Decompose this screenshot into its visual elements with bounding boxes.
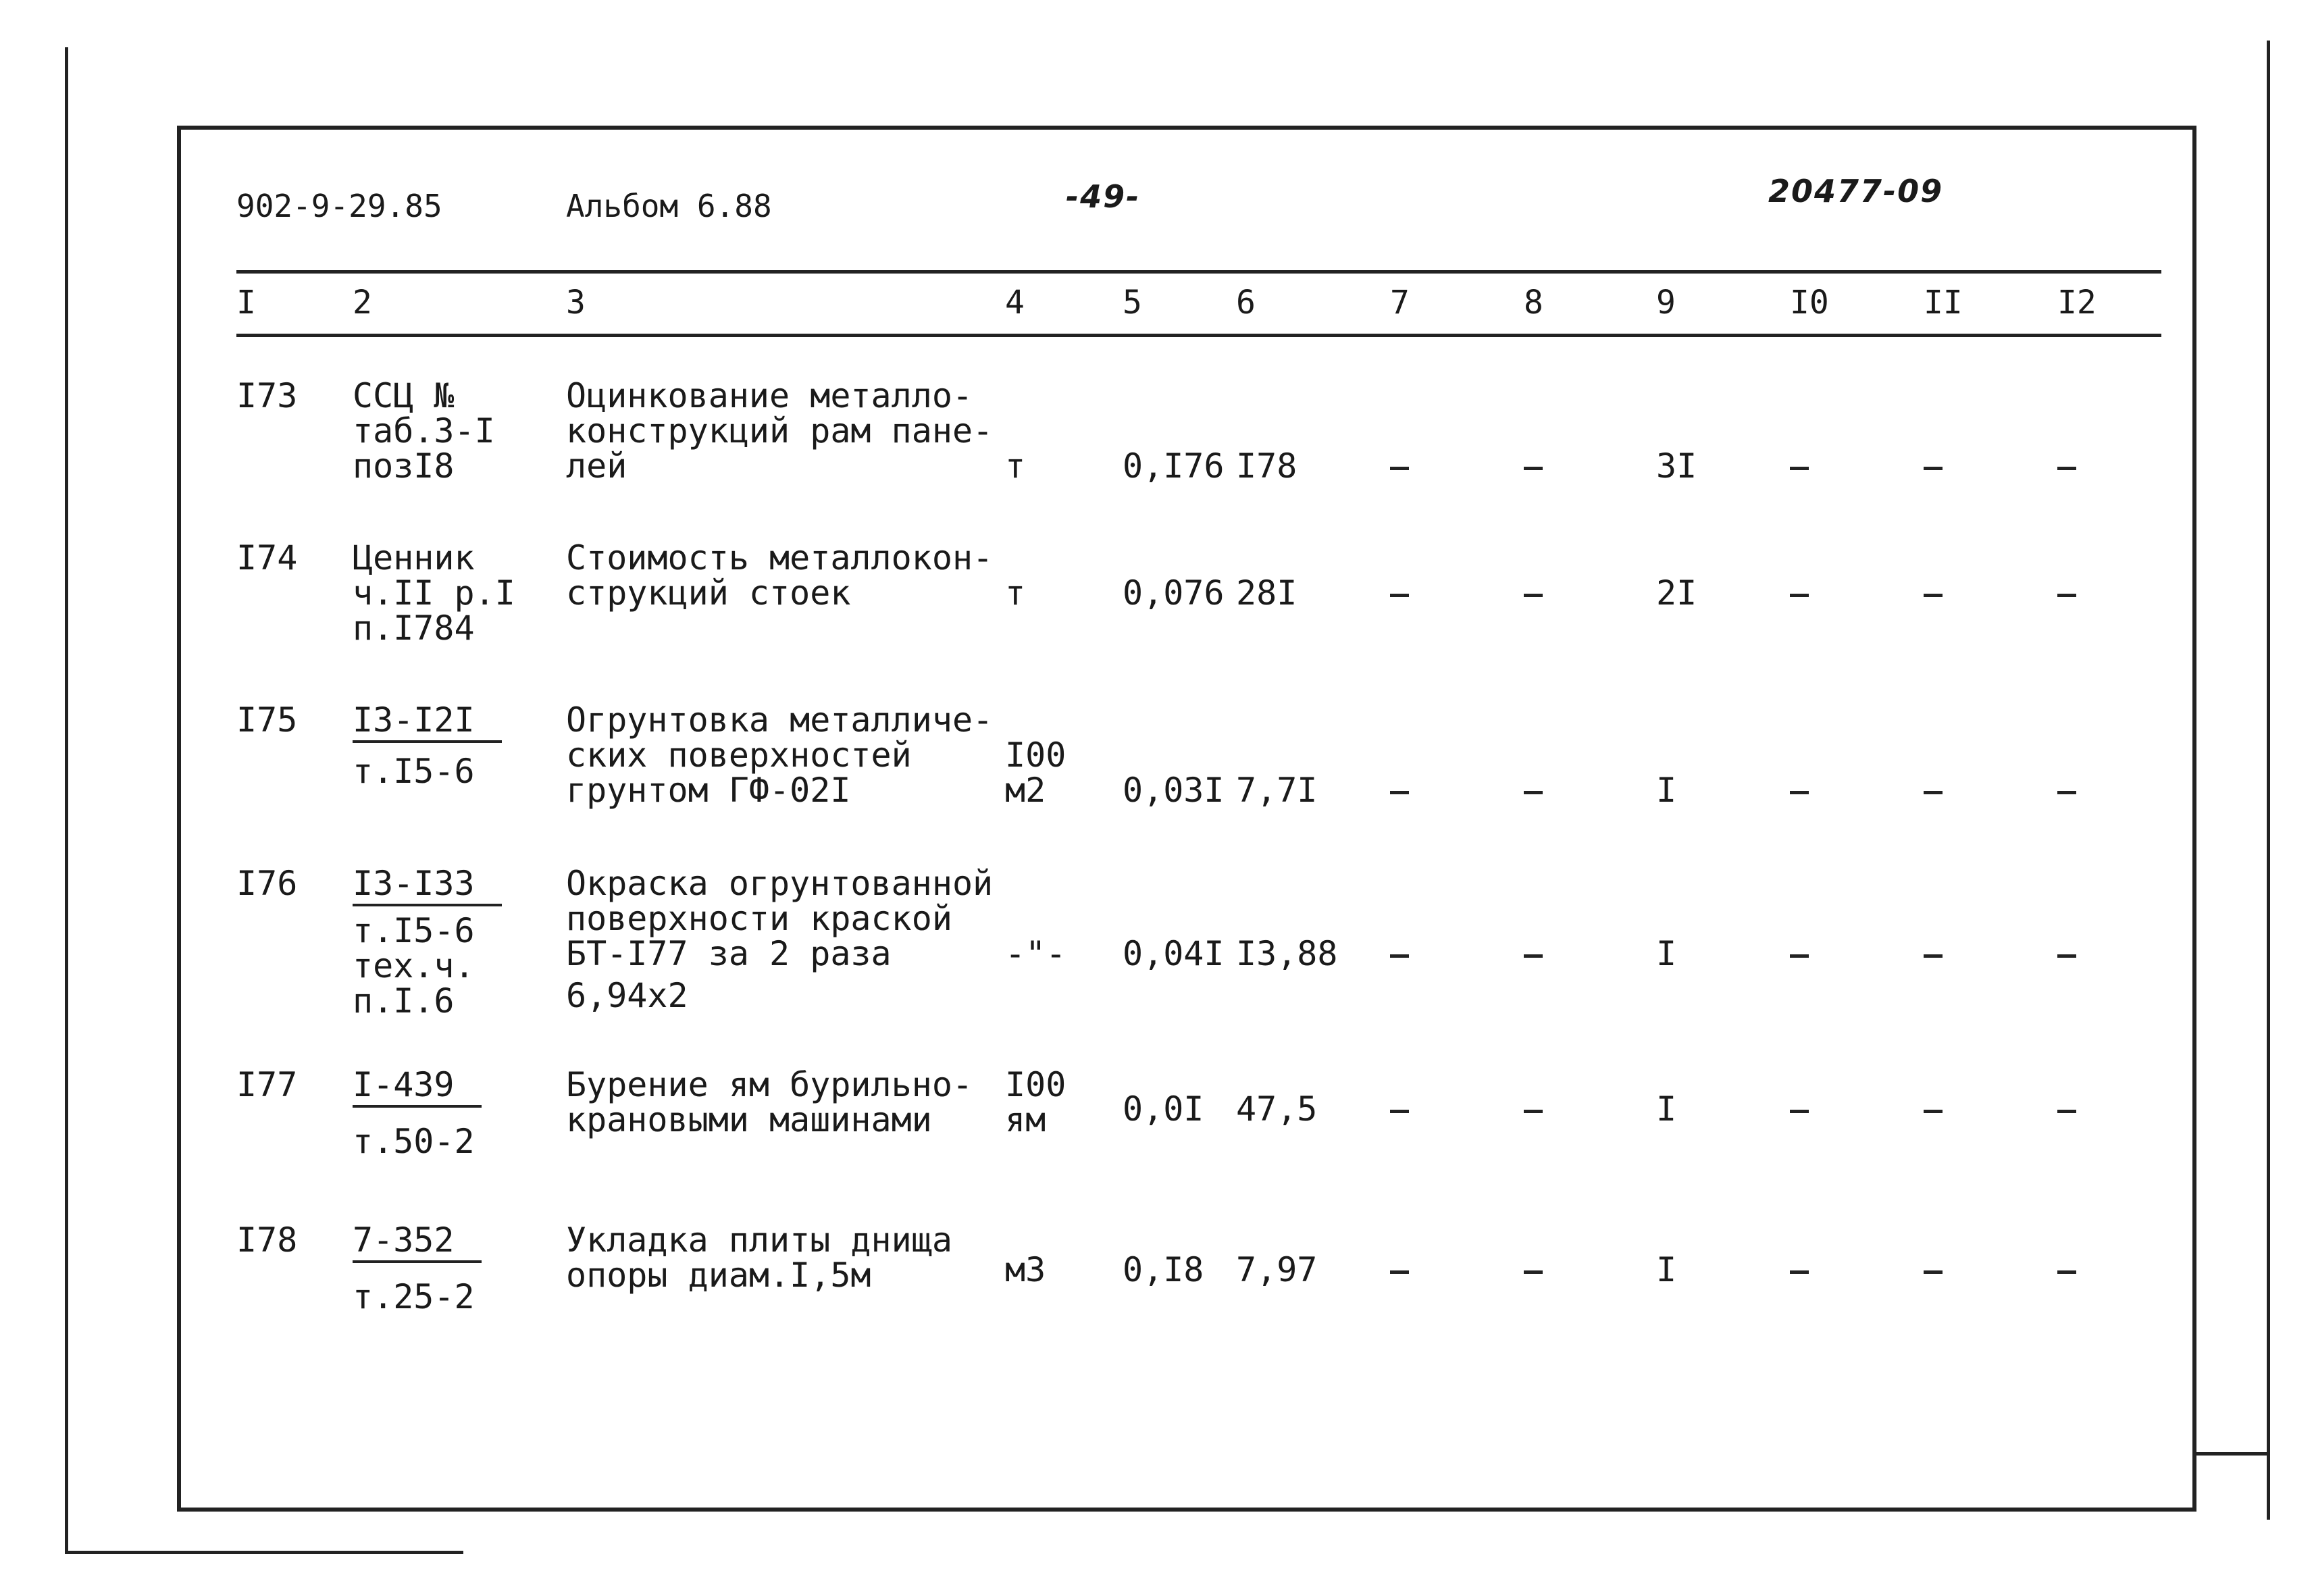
column-number: 3: [566, 284, 586, 321]
work-description: Оцинкование металло- конструкций рам пане- лей: [566, 376, 994, 486]
reference-table: т.50-2: [353, 1122, 475, 1161]
work-description: Укладка плиты днища опоры диам.I,5м: [566, 1220, 952, 1295]
work-description: Бурение ям бурильно- крановыми машинами: [566, 1065, 973, 1139]
work-description: Огрунтовка металличе- ских поверхностей грунтом ГФ-02I: [566, 700, 994, 810]
right-margin-line: [2267, 41, 2270, 1520]
column-12: [2057, 773, 2076, 808]
price: I3,88: [1236, 934, 1338, 973]
table-header-rule: [236, 334, 2161, 337]
column-11: [1924, 936, 1943, 971]
reference: [353, 1222, 455, 1258]
column-12: [2057, 1091, 2076, 1127]
column-10: [1790, 575, 1809, 611]
column-7: [1390, 1091, 1409, 1127]
price: 7,97: [1236, 1250, 1318, 1289]
row-number: I78: [236, 1220, 298, 1260]
quantity: 0,03I: [1123, 771, 1225, 810]
quantity: 0,0I: [1123, 1089, 1204, 1129]
column-7: [1390, 773, 1409, 808]
reference: Ценник ч.II р.I п.I784: [353, 538, 515, 648]
column-8: [1524, 448, 1543, 484]
reference-table: т.I5-6 тех.ч. п.I.6: [353, 911, 475, 1021]
column-7: [1390, 1252, 1409, 1287]
column-11: [1924, 575, 1943, 611]
column-9: 3I: [1656, 446, 1697, 486]
row-number: I77: [236, 1065, 298, 1104]
column-9: I: [1656, 934, 1677, 973]
reference-code: I-439: [353, 1065, 455, 1104]
price: 7,7I: [1236, 771, 1318, 810]
column-10: [1790, 936, 1809, 971]
column-8: [1524, 575, 1543, 611]
work-description: Окраска огрунтованной поверхности краской БТ-I77 за 2 раза: [566, 864, 994, 973]
column-10: [1790, 773, 1809, 808]
column-number: 6: [1236, 284, 1256, 321]
column-9: I: [1656, 1089, 1677, 1129]
reference-code: I3-I2I: [353, 700, 475, 740]
row-number: I74: [236, 538, 298, 577]
column-8: [1524, 1252, 1543, 1287]
work-description: Стоимость металлокон- струкций стоек: [566, 538, 994, 613]
left-margin-line: [65, 47, 68, 1553]
column-number: 9: [1656, 284, 1676, 321]
column-10: [1790, 448, 1809, 484]
column-10: [1790, 1252, 1809, 1287]
work-description-formula: 6,94x2: [566, 976, 688, 1015]
reference-code: I3-I33: [353, 864, 475, 903]
price: I78: [1236, 446, 1297, 486]
column-12: [2057, 936, 2076, 971]
unit: I00 ям: [1005, 1065, 1066, 1139]
unit: т: [1005, 573, 1026, 613]
unit: м3: [1005, 1250, 1046, 1289]
reference: ССЦ № таб.3-I позI8: [353, 376, 495, 486]
document-number: 20477-09: [1768, 173, 1944, 209]
column-9: I: [1656, 1250, 1677, 1289]
quantity: 0,04I: [1123, 934, 1225, 973]
row-number: I75: [236, 700, 298, 740]
right-margin-tick: [2196, 1452, 2269, 1456]
column-9: I: [1656, 771, 1677, 810]
column-12: [2057, 575, 2076, 611]
column-number: 2: [353, 284, 372, 321]
row-number: I73: [236, 376, 298, 415]
album-label: Альбом 6.88: [566, 188, 772, 224]
reference: [353, 702, 475, 738]
quantity: 0,I8: [1123, 1250, 1204, 1289]
column-12: [2057, 1252, 2076, 1287]
row-number: I76: [236, 864, 298, 903]
column-number: I: [236, 284, 256, 321]
price: 47,5: [1236, 1089, 1318, 1129]
quantity: 0,I76: [1123, 446, 1225, 486]
column-11: [1924, 1091, 1943, 1127]
column-9: 2I: [1656, 573, 1697, 613]
column-number: I0: [1790, 284, 1829, 321]
column-number: 7: [1390, 284, 1410, 321]
column-number: 4: [1005, 284, 1025, 321]
reference: [353, 1067, 455, 1102]
column-number: II: [1924, 284, 1963, 321]
quantity: 0,076: [1123, 573, 1225, 613]
column-number: I2: [2057, 284, 2097, 321]
reference: [353, 866, 475, 901]
column-7: [1390, 575, 1409, 611]
column-7: [1390, 936, 1409, 971]
column-8: [1524, 936, 1543, 971]
reference-table: т.25-2: [353, 1277, 475, 1316]
column-11: [1924, 1252, 1943, 1287]
column-number: 5: [1123, 284, 1142, 321]
column-8: [1524, 773, 1543, 808]
reference-table: т.I5-6: [353, 752, 475, 791]
unit: т: [1005, 446, 1026, 486]
bottom-margin-line: [65, 1551, 463, 1554]
unit: -"-: [1005, 934, 1066, 973]
column-11: [1924, 773, 1943, 808]
document-code: 902-9-29.85: [236, 188, 442, 224]
reference-code: 7-352: [353, 1220, 455, 1260]
price: 28I: [1236, 573, 1297, 613]
column-11: [1924, 448, 1943, 484]
unit: I00 м2: [1005, 736, 1066, 810]
column-12: [2057, 448, 2076, 484]
column-number: 8: [1524, 284, 1543, 321]
page-number: -49-: [1066, 178, 1141, 215]
column-7: [1390, 448, 1409, 484]
table-top-rule: [236, 270, 2161, 274]
column-10: [1790, 1091, 1809, 1127]
column-8: [1524, 1091, 1543, 1127]
